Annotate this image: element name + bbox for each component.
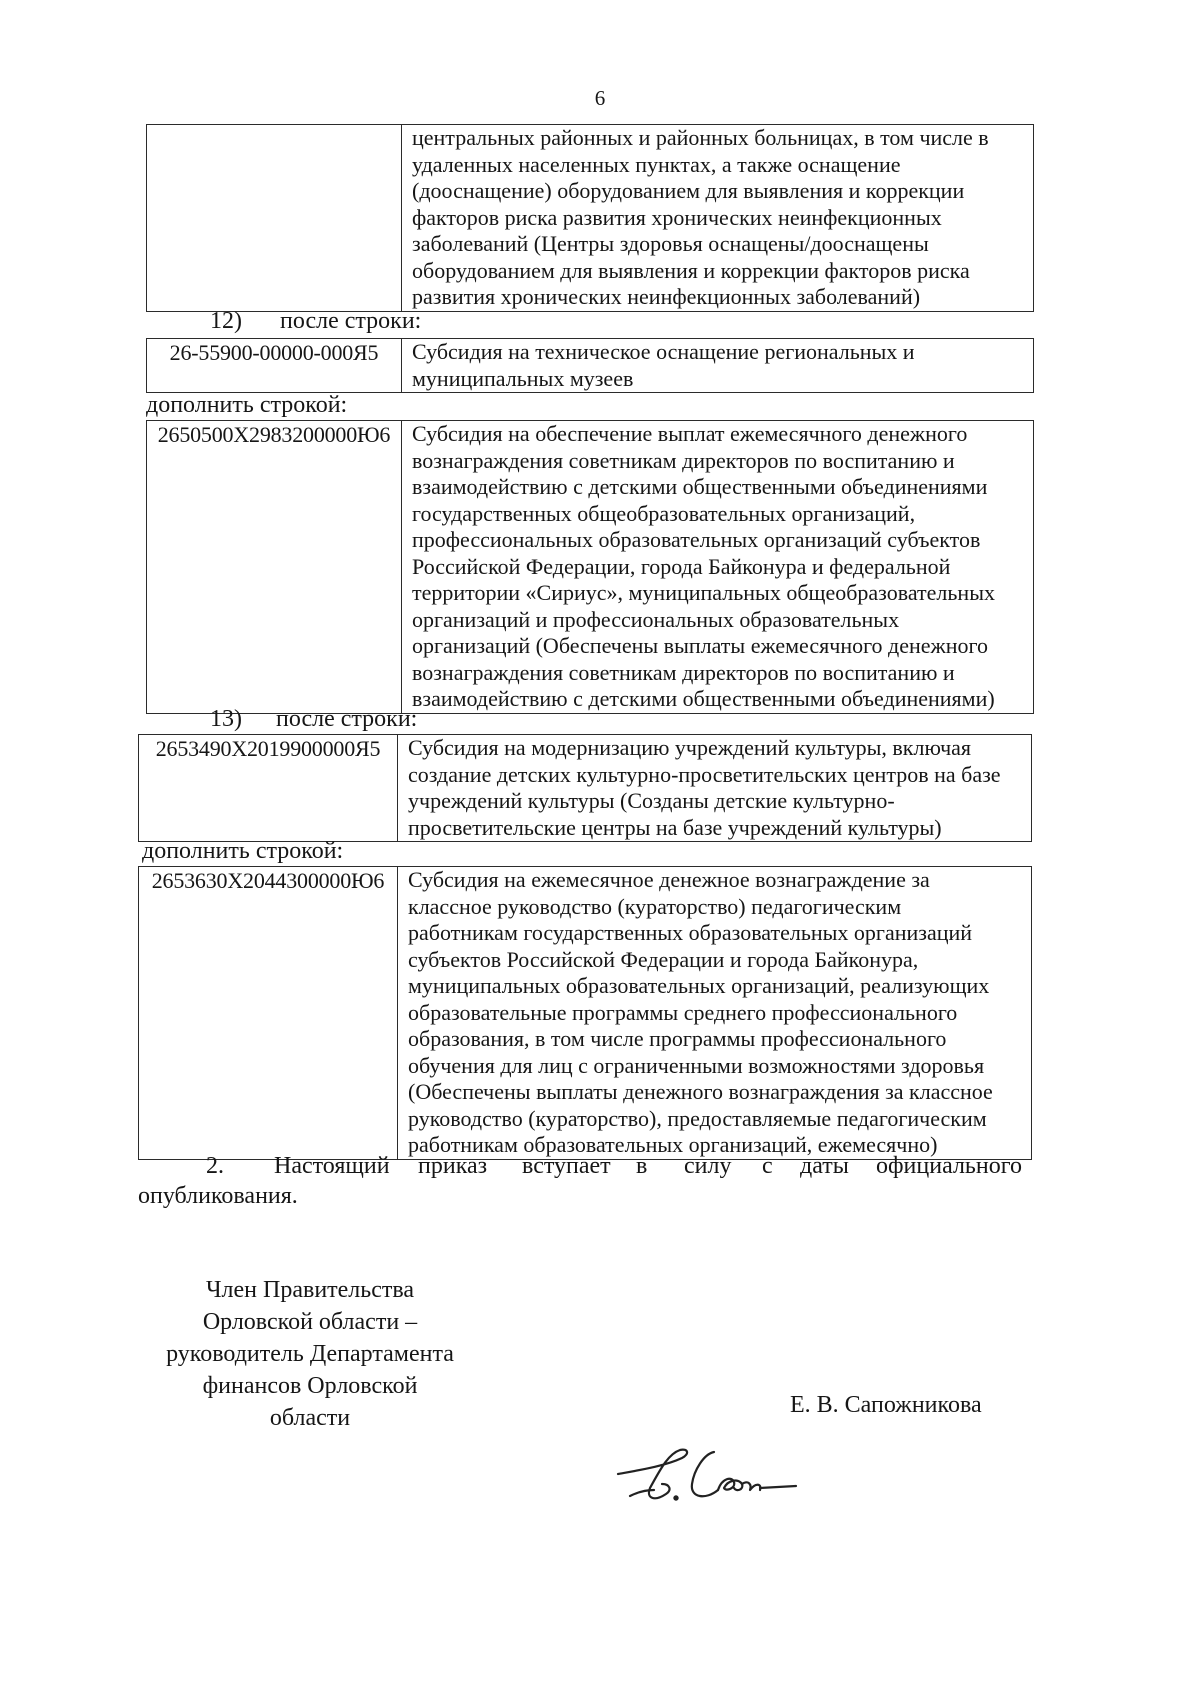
paragraph-2-word: Настоящий bbox=[274, 1153, 390, 1179]
table-added-row-1 bbox=[146, 420, 1034, 714]
text-line: вознаграждения советникам директоров по воспитанию и bbox=[412, 659, 955, 685]
table-row bbox=[147, 339, 1034, 393]
description-cell bbox=[402, 125, 1034, 312]
text-line: образовательные программы среднего профессионального bbox=[408, 999, 958, 1025]
text-line: классное руководство (кураторство) педагогическим bbox=[408, 893, 902, 919]
text-line: муниципальных музеев bbox=[412, 365, 634, 391]
item-13-number: 13) bbox=[210, 706, 242, 732]
text-line: Субсидия на обеспечение выплат ежемесячного денежного bbox=[412, 421, 968, 446]
text-line: взаимодействию с детскими общественными объединениями) bbox=[412, 686, 995, 711]
text-line: муниципальных образовательных организаций, реализующих bbox=[408, 973, 990, 998]
text-line: организаций и профессиональных образовательных bbox=[412, 606, 900, 632]
paragraph-2-word: с bbox=[762, 1153, 773, 1179]
text-line: Субсидия на техническое оснащение региональных и bbox=[412, 339, 915, 364]
table-continuation bbox=[146, 124, 1034, 312]
position-line: области bbox=[269, 1405, 351, 1431]
paragraph-2-word: силу bbox=[684, 1153, 732, 1179]
table-row bbox=[139, 867, 1032, 1160]
text-line: взаимодействию с детскими общественными объединениями bbox=[412, 474, 988, 499]
text-line: организаций (Обеспечены выплаты ежемесячного денежного bbox=[412, 633, 989, 658]
signatory-position bbox=[140, 1274, 480, 1434]
table-row bbox=[147, 125, 1034, 312]
paragraph-2-line-2: опубликования. bbox=[138, 1183, 298, 1209]
paragraph-2-word: в bbox=[636, 1153, 648, 1179]
table-added-row-2 bbox=[138, 866, 1032, 1160]
handwritten-signature bbox=[610, 1440, 810, 1512]
text-line: удаленных населенных пунктах, а также оснащение bbox=[412, 151, 901, 177]
text-line: профессиональных образовательных организаций субъектов bbox=[412, 527, 981, 552]
position-line: финансов Орловской bbox=[202, 1373, 418, 1399]
position-line: руководитель Департамента bbox=[166, 1341, 454, 1367]
text-line: заболеваний (Центры здоровья оснащены/дооснащены bbox=[412, 231, 929, 256]
paragraph-2-word: приказ bbox=[418, 1153, 488, 1179]
position-line: Орловской области – bbox=[202, 1309, 418, 1335]
add-row-label-2: дополнить строкой: bbox=[142, 838, 344, 864]
text-line: оборудованием для выявления и коррекции факторов риска bbox=[412, 257, 970, 283]
description-cell bbox=[402, 421, 1034, 714]
text-line: руководство (кураторство), предоставляемые педагогическим bbox=[408, 1105, 987, 1131]
text-line: Субсидия на ежемесячное денежное вознаграждение за bbox=[408, 867, 930, 892]
text-line: учреждений культуры (Созданы детские культурно- bbox=[408, 788, 895, 813]
text-line: развития хронических неинфекционных заболеваний) bbox=[412, 284, 921, 309]
signatory-name: Е. В. Сапожникова bbox=[790, 1392, 982, 1418]
text-line: Субсидия на модернизацию учреждений культуры, включая bbox=[408, 735, 972, 760]
text-line: просветительские центры на базе учреждений культуры) bbox=[408, 814, 942, 840]
text-line: работникам государственных образовательных организаций bbox=[408, 920, 973, 945]
paragraph-2-word: вступает bbox=[522, 1153, 611, 1179]
code-cell: 26-55900-00000-000Я5 bbox=[147, 339, 402, 393]
table-row bbox=[139, 735, 1032, 842]
code-cell: 2650500Х2983200000Ю6 bbox=[147, 421, 402, 714]
text-line: Российской Федерации, города Байконура и федеральной bbox=[412, 553, 951, 579]
table-after-row-12 bbox=[146, 338, 1034, 393]
table-row bbox=[147, 421, 1034, 714]
paragraph-2-number: 2. bbox=[206, 1153, 224, 1179]
paragraph-2-word: даты bbox=[800, 1153, 849, 1179]
add-row-label-1: дополнить строкой: bbox=[146, 392, 348, 418]
code-cell: 2653630Х2044300000Ю6 bbox=[139, 867, 398, 1160]
position-line: Член Правительства bbox=[205, 1277, 415, 1303]
text-line: создание детских культурно-просветительских центров на базе bbox=[408, 761, 1001, 787]
text-line: работникам образовательных организаций, ежемесячно) bbox=[408, 1132, 938, 1157]
text-line: обучения для лиц с ограниченными возможностями здоровья bbox=[408, 1052, 985, 1078]
text-line: факторов риска развития хронических неинфекционных bbox=[412, 204, 942, 230]
page-number: 6 bbox=[594, 86, 606, 110]
text-line: (Обеспечены выплаты денежного вознаграждения за классное bbox=[408, 1079, 993, 1104]
description-cell bbox=[398, 735, 1032, 842]
code-cell bbox=[147, 125, 402, 312]
description-cell bbox=[402, 339, 1034, 393]
table-after-row-13 bbox=[138, 734, 1032, 842]
text-line: центральных районных и районных больницах, в том числе в bbox=[412, 125, 989, 150]
code-cell: 2653490Х2019900000Я5 bbox=[139, 735, 398, 842]
item-13-label: после строки: bbox=[276, 706, 418, 732]
text-line: образования, в том числе программы профессионального bbox=[408, 1026, 947, 1051]
paragraph-2-word: официального bbox=[876, 1153, 1022, 1179]
text-line: вознаграждения советникам директоров по воспитанию и bbox=[412, 447, 955, 473]
description-cell bbox=[398, 867, 1032, 1160]
text-line: субъектов Российской Федерации и города Байконура, bbox=[408, 946, 919, 972]
text-line: территории «Сириус», муниципальных общеобразовательных bbox=[412, 580, 995, 605]
item-12-label: после строки: bbox=[280, 308, 422, 334]
text-line: (дооснащение) оборудованием для выявления и коррекции bbox=[412, 178, 965, 203]
text-line: государственных общеобразовательных организаций, bbox=[412, 500, 916, 526]
item-12-number: 12) bbox=[210, 308, 242, 334]
